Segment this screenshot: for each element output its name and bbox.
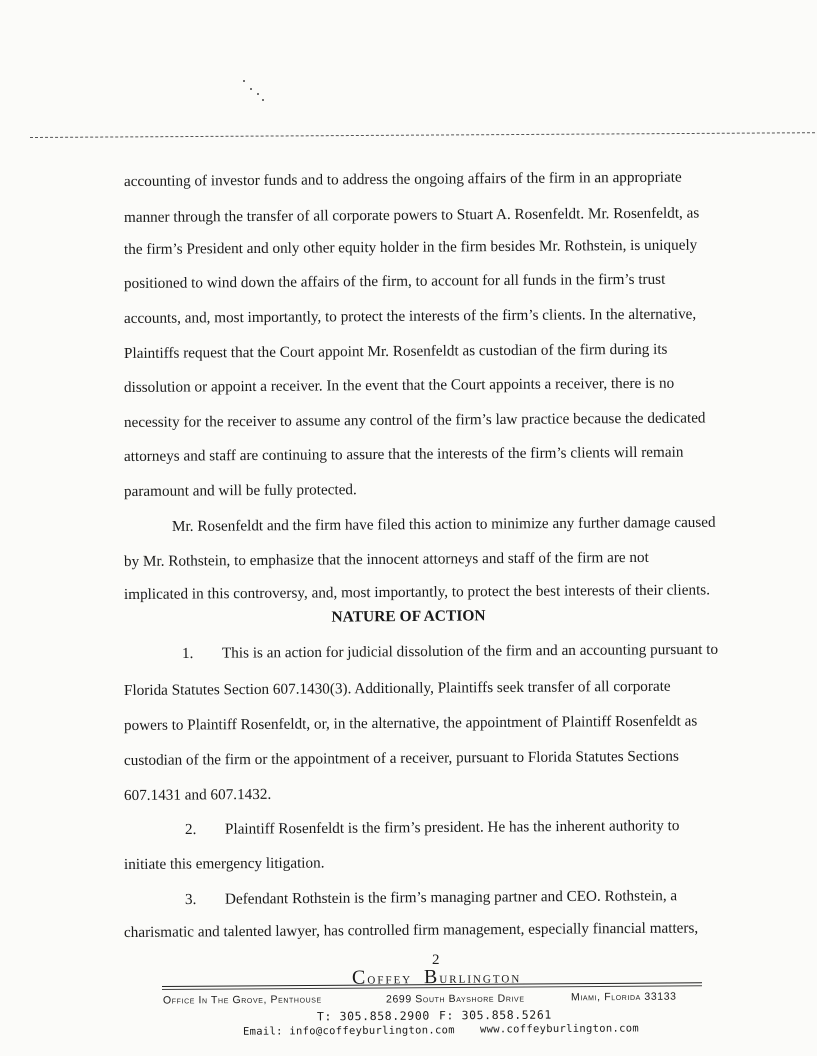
body-line: the firm’s President and only other equity holder in the firm besides Mr. Rothstein, is uniquely	[123, 236, 698, 258]
paragraph-1-line: Florida Statutes Section 607.1430(3). Additionally, Plaintiffs seek transfer of all corporate	[123, 677, 671, 699]
header-dashed-rule	[30, 132, 815, 138]
body-line: necessity for the receiver to assume any control of the firm’s law practice because the dedicated	[123, 409, 706, 431]
section-heading: NATURE OF ACTION	[331, 607, 486, 626]
paragraph-number: 2.	[184, 820, 197, 838]
office-location: Office In The Grove, Penthouse	[162, 993, 322, 1007]
body-line: dissolution or appoint a receiver. In the event that the Court appoints a receiver, there is no	[123, 374, 675, 396]
scan-speck	[250, 88, 252, 90]
body-line: attorneys and staff are continuing to assure that the interests of the firm’s clients will remain	[123, 443, 684, 465]
paragraph-3-line: charismatic and talented lawyer, has controlled firm management, especially financial matters,	[123, 919, 699, 941]
street-address: 2699 South Bayshore Drive	[385, 992, 525, 1006]
paragraph-3-line	[185, 887, 677, 909]
body-line: accounts, and, most importantly, to protect the interests of the firm’s clients. In the alternative,	[123, 305, 697, 327]
city-state-zip: Miami, Florida 33133	[570, 990, 677, 1004]
paragraph-1-line	[182, 641, 718, 663]
phone-number: T: 305.858.2900	[316, 1008, 430, 1024]
paragraph-number: 1.	[181, 644, 194, 662]
paragraph-2-line: initiate this emergency litigation.	[123, 854, 325, 873]
website-url: www.coffeyburlington.com	[479, 1022, 639, 1036]
paragraph-2-line	[185, 817, 680, 839]
firm-name: Coffey Burlington	[351, 965, 522, 989]
paragraph-text: Defendant Rothstein is the firm’s managing partner and CEO. Rothstein, a	[224, 887, 678, 908]
body-line: Plaintiffs request that the Court appoint Mr. Rosenfeldt as custodian of the firm during its	[123, 340, 668, 362]
body-line: implicated in this controversy, and, most importantly, to protect the best interests of their clients.	[123, 581, 711, 603]
body-line: positioned to wind down the affairs of the firm, to account for all funds in the firm’s trust	[123, 270, 666, 292]
paragraph-number: 3.	[184, 890, 197, 908]
body-line: manner through the transfer of all corporate powers to Stuart A. Rosenfeldt. Mr. Rosenfeldt, as	[123, 204, 700, 226]
paragraph-text: This is an action for judicial dissolution of the firm and an accounting pursuant to	[221, 640, 719, 662]
email-address: Email: info@coffeyburlington.com	[242, 1024, 455, 1038]
body-line: by Mr. Rothstein, to emphasize that the innocent attorneys and staff of the firm are not	[123, 548, 649, 570]
paragraph-1-line: 607.1431 and 607.1432.	[123, 785, 272, 804]
paragraph-1-line: custodian of the firm or the appointment of a receiver, pursuant to Florida Statutes Sections	[123, 747, 679, 769]
scan-speck	[257, 93, 259, 95]
scan-speck	[262, 99, 264, 101]
page-number: 2	[432, 952, 440, 968]
body-line: accounting of investor funds and to address the ongoing affairs of the firm in an appropriate	[123, 168, 682, 190]
scan-speck	[243, 80, 245, 82]
fax-number: F: 305.858.5261	[438, 1007, 552, 1023]
paragraph-1-line: powers to Plaintiff Rosenfeldt, or, in the alternative, the appointment of Plaintiff Rosenfeldt as	[123, 712, 698, 734]
body-line: Mr. Rosenfeldt and the firm have filed this action to minimize any further damage caused	[171, 513, 716, 535]
body-line: paramount and will be fully protected.	[123, 481, 357, 500]
paragraph-text: Plaintiff Rosenfeldt is the firm’s president. He has the inherent authority to	[224, 817, 680, 838]
